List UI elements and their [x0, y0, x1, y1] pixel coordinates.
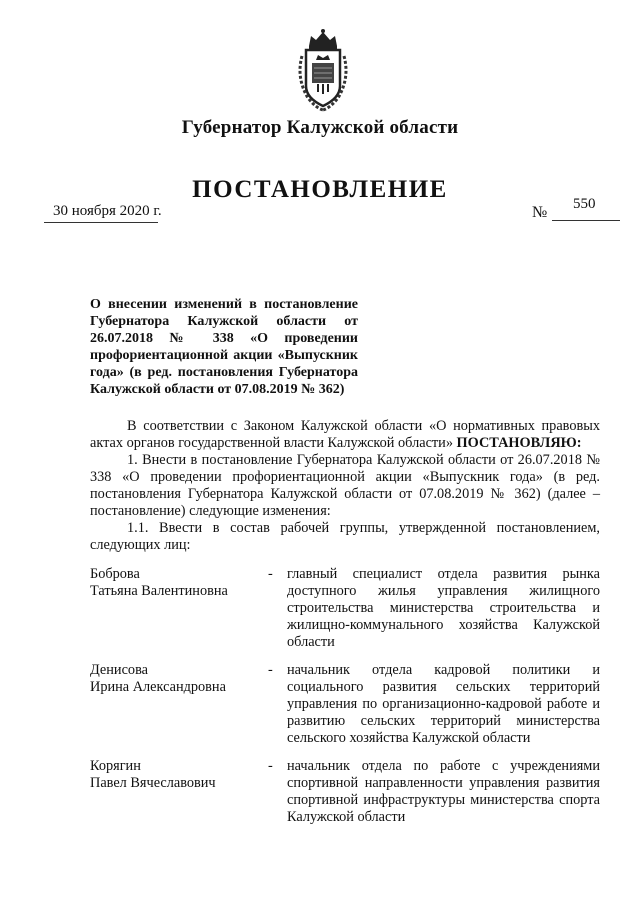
document-subject: О внесении изменений в постановление Губернатора Калужской области от 26.07.2018 № 338 «О проведении профориентационной акции «Выпускник года» (в ред. постановления Губернатора Калужской области от 07.08.2019 № 362)	[90, 297, 358, 397]
item-1-paragraph: 1. Внести в постановление Губернатора Калужской области от 26.07.2018 № 338 «О проведении профориентационной акции «Выпускник года» (в ред. постановления Губернатора Калужской области от 07.08.2019 № 362) (далее – постановление) следующие изменения:	[90, 452, 600, 519]
document-number: 550	[573, 196, 596, 212]
issuing-authority: Губернатор Калужской области	[181, 117, 459, 138]
item-1-1-paragraph: 1.1. Ввести в состав рабочей группы, утвержденной постановлением, следующих лиц:	[90, 520, 600, 553]
member-given-names: Ирина Александровна	[90, 679, 226, 695]
document-type-title: ПОСТАНОВЛЕНИЕ	[192, 176, 448, 203]
member-dash: -	[268, 566, 273, 582]
document-body	[90, 418, 600, 554]
member-position: начальник отдела кадровой политики и социального развития сельских территорий управления по организационно-кадровой работе и развитию сельских территорий министерства сельского хозяйства Калужской области	[287, 662, 600, 746]
member-surname: Корягин	[90, 758, 141, 774]
member-name	[90, 758, 260, 792]
document-date: 30 ноября 2020 г.	[53, 203, 162, 219]
kaluga-coat-of-arms-icon	[294, 28, 352, 112]
decree-word: ПОСТАНОВЛЯЮ:	[456, 435, 582, 451]
date-underline	[44, 222, 158, 223]
member-dash: -	[268, 758, 273, 774]
member-dash: -	[268, 662, 273, 678]
member-surname: Денисова	[90, 662, 148, 678]
number-sign: №	[532, 204, 548, 221]
member-position: главный специалист отдела развития рынка доступного жилья управления жилищного строительства министерства строительства и жилищно-коммунального хозяйства Калужской области	[287, 566, 600, 650]
member-surname: Боброва	[90, 566, 140, 582]
member-name	[90, 566, 260, 600]
preamble-text: В соответствии с Законом Калужской области «О нормативных правовых актах органов государственной власти Калужской области»	[90, 418, 600, 451]
member-name	[90, 662, 260, 696]
number-underline	[552, 220, 620, 221]
member-given-names: Татьяна Валентиновна	[90, 583, 228, 599]
preamble-paragraph	[90, 418, 600, 452]
member-position: начальник отдела по работе с учреждениями спортивной направленности управления развития спортивной инфраструктуры министерства спорта Калужской области	[287, 758, 600, 825]
member-given-names: Павел Вячеславович	[90, 775, 216, 791]
